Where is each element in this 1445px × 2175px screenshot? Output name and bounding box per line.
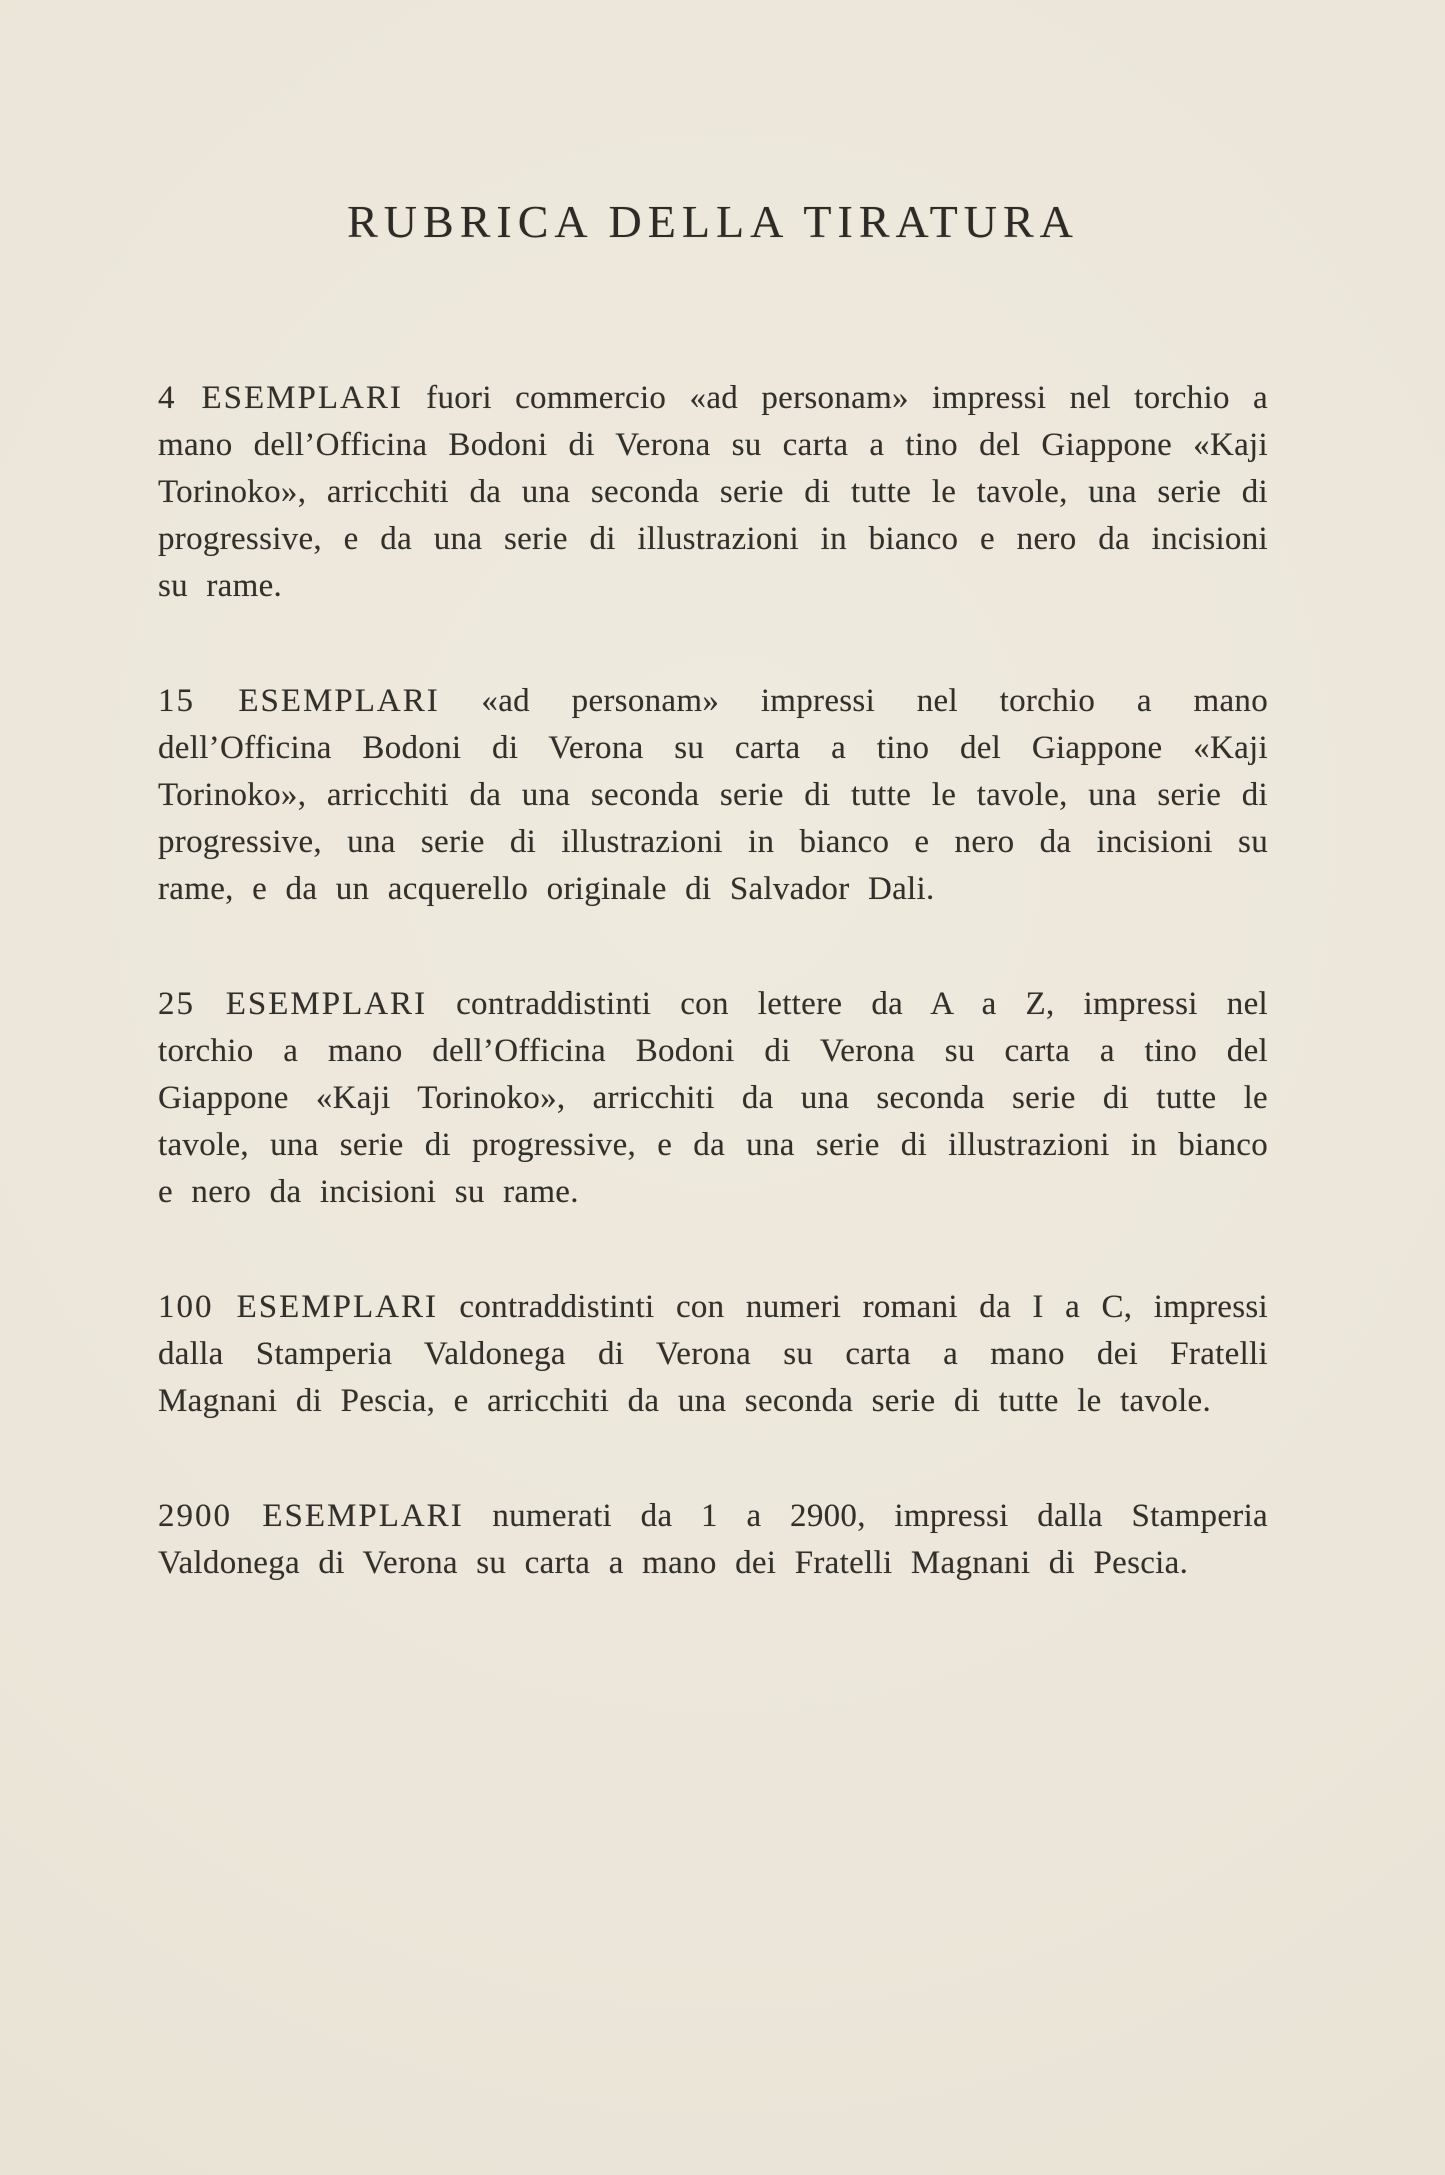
- page-title: RUBRICA DELLA TIRATURA: [347, 196, 1079, 247]
- edition-text-2: «ad personam» impressi nel torchio a mano dell’Officina Bodoni di Verona su carta a tino del Giappone «Kaji Torinoko», arricchiti da una seconda serie di tutte le tavole, una serie di progressive, una serie di illustrazioni in bianco e nero da incisioni su rame, e da un acquerello originale di Salvador Dali.: [158, 682, 1268, 907]
- edition-paragraph-5: [158, 1493, 1268, 1587]
- edition-paragraph-2: [158, 678, 1268, 913]
- edition-text-5: numerati da 1 a 2900, impressi dalla Stamperia Valdonega di Verona su carta a mano dei Fratelli Magnani di Pescia.: [158, 1497, 1268, 1581]
- edition-count-4: 100 ESEMPLARI: [158, 1288, 438, 1325]
- edition-count-1: 4 ESEMPLARI: [158, 379, 403, 416]
- edition-count-2: 15 ESEMPLARI: [158, 682, 440, 719]
- edition-paragraph-3: [158, 981, 1268, 1216]
- edition-text-4: contraddistinti con numeri romani da I a C, impressi dalla Stamperia Valdonega di Verona su carta a mano dei Fratelli Magnani di Pescia, e arricchiti da una seconda serie di tutte le tavole.: [158, 1288, 1268, 1419]
- edition-text-3: contraddistinti con lettere da A a Z, impressi nel torchio a mano dell’Officina Bodoni di Verona su carta a tino del Giappone «Kaji Torinoko», arricchiti da una seconda serie di tutte le tavole, una serie di progressive, e da una serie di illustrazioni in bianco e nero da incisioni su rame.: [158, 985, 1268, 1210]
- edition-paragraph-4: [158, 1284, 1268, 1425]
- edition-text-1: fuori commercio «ad personam» impressi nel torchio a mano dell’Officina Bodoni di Verona su carta a tino del Giappone «Kaji Torinoko», arricchiti da una seconda serie di tutte le tavole, una serie di progressive, e da una serie di illustrazioni in bianco e nero da incisioni su rame.: [158, 379, 1268, 604]
- edition-count-3: 25 ESEMPLARI: [158, 985, 428, 1022]
- edition-count-5: 2900 ESEMPLARI: [158, 1497, 464, 1534]
- text-column: [158, 196, 1268, 1587]
- edition-paragraph-1: [158, 375, 1268, 610]
